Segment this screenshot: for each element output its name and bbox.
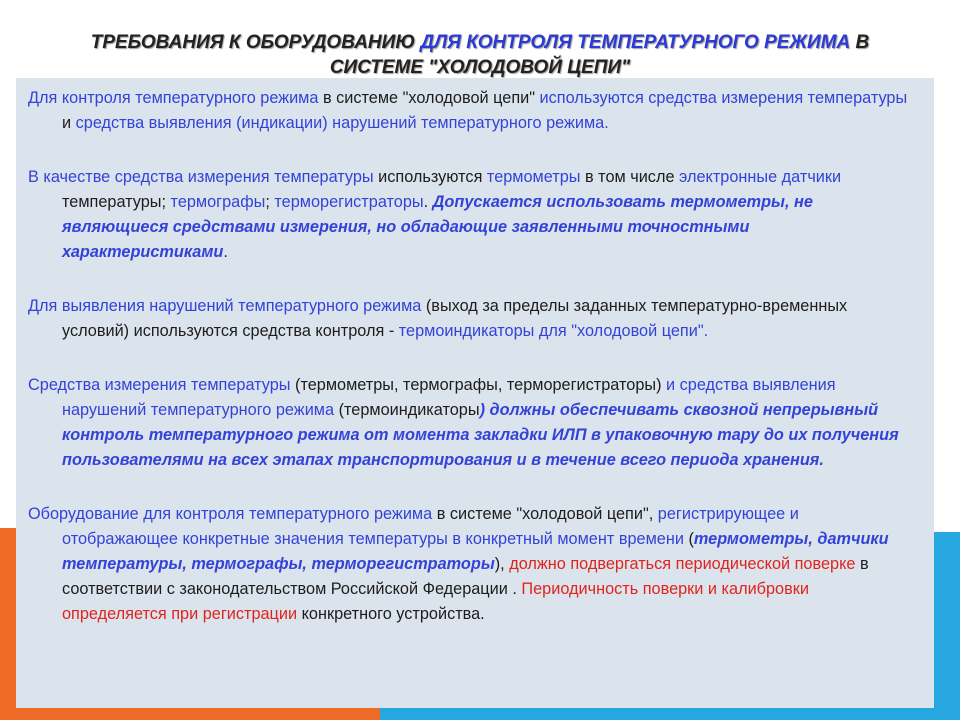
text-segment: Для выявления нарушений температурного режима: [28, 297, 422, 315]
text-segment: терморегистраторы: [274, 193, 424, 211]
text-segment: ;: [265, 193, 275, 211]
text-segment: в системе "холодовой цепи": [318, 89, 540, 107]
text-segment: используются средства измерения температуры: [539, 89, 908, 107]
title-part-1: ТРЕБОВАНИЯ К ОБОРУДОВАНИЮ: [90, 32, 421, 53]
text-segment: термоиндикаторы для "холодовой цепи".: [398, 322, 709, 340]
text-segment: Периодичность поверки и калибровки определяется при регистрации: [62, 580, 809, 623]
paragraph-2: [28, 165, 916, 265]
text-segment: термометры, датчики температуры, термографы, терморегистраторы: [62, 530, 889, 573]
text-segment: Оборудование для контроля температурного режима: [28, 505, 433, 523]
content-box: [16, 78, 934, 708]
text-segment: используются: [373, 168, 487, 186]
text-segment: и средства выявления нарушений температурного режима: [62, 376, 836, 419]
blue-accent-bar: [930, 532, 960, 720]
text-segment: температуры;: [62, 193, 171, 211]
text-segment: термометры: [486, 168, 581, 186]
text-segment: в соответствии с законодательством Российской Федерации .: [62, 555, 869, 598]
paragraph-1: [28, 86, 916, 136]
title-part-2-highlight: ДЛЯ КОНТРОЛЯ ТЕМПЕРАТУРНОГО РЕЖИМА: [420, 32, 851, 53]
text-segment: в том числе: [580, 168, 680, 186]
text-segment: должно подвергаться периодической поверке: [509, 555, 856, 573]
text-segment: в системе "холодовой цепи",: [432, 505, 658, 523]
slide-title: [60, 30, 900, 80]
text-segment: регистрирующее и отображающее конкретные значения температуры в конкретный момент времени: [62, 505, 799, 548]
title-part-3: В СИСТЕМЕ "ХОЛОДОВОЙ ЦЕПИ": [329, 32, 870, 78]
text-segment: электронные датчики: [679, 168, 842, 186]
text-segment: Средства измерения температуры: [28, 376, 291, 394]
paragraph-3: [28, 294, 916, 344]
text-segment: средства выявления (индикации) нарушений температурного режима.: [75, 114, 609, 132]
text-segment: .: [223, 243, 228, 261]
paragraph-5: [28, 502, 916, 627]
text-segment: (термометры, термографы, терморегистраторы): [290, 376, 667, 394]
text-segment: Для контроля температурного режима: [28, 89, 319, 107]
text-segment: (термоиндикаторы: [334, 401, 480, 419]
text-segment: ) должны обеспечивать сквозной непрерывный контроль температурного режима от момента закладки ИЛП в упаковочную тару до их получения пользователями на всех этапах транспортирования и в течение всего периода хранения.: [62, 401, 899, 469]
text-segment: ),: [494, 555, 510, 573]
bottom-orange-strip: [0, 708, 380, 720]
text-segment: .: [423, 193, 433, 211]
text-segment: (выход за пределы заданных температурно-временных условий) используются средства контроля -: [62, 297, 848, 340]
text-segment: Допускается использовать термометры, не являющиеся средствами измерения, но обладающие заявленными точностными характеристиками: [62, 193, 813, 261]
text-segment: конкретного устройства.: [297, 605, 485, 623]
text-segment: (: [683, 530, 694, 548]
text-segment: В качестве средства измерения температуры: [28, 168, 374, 186]
text-segment: и: [62, 114, 76, 132]
paragraph-4: [28, 373, 916, 473]
text-segment: термографы: [170, 193, 266, 211]
